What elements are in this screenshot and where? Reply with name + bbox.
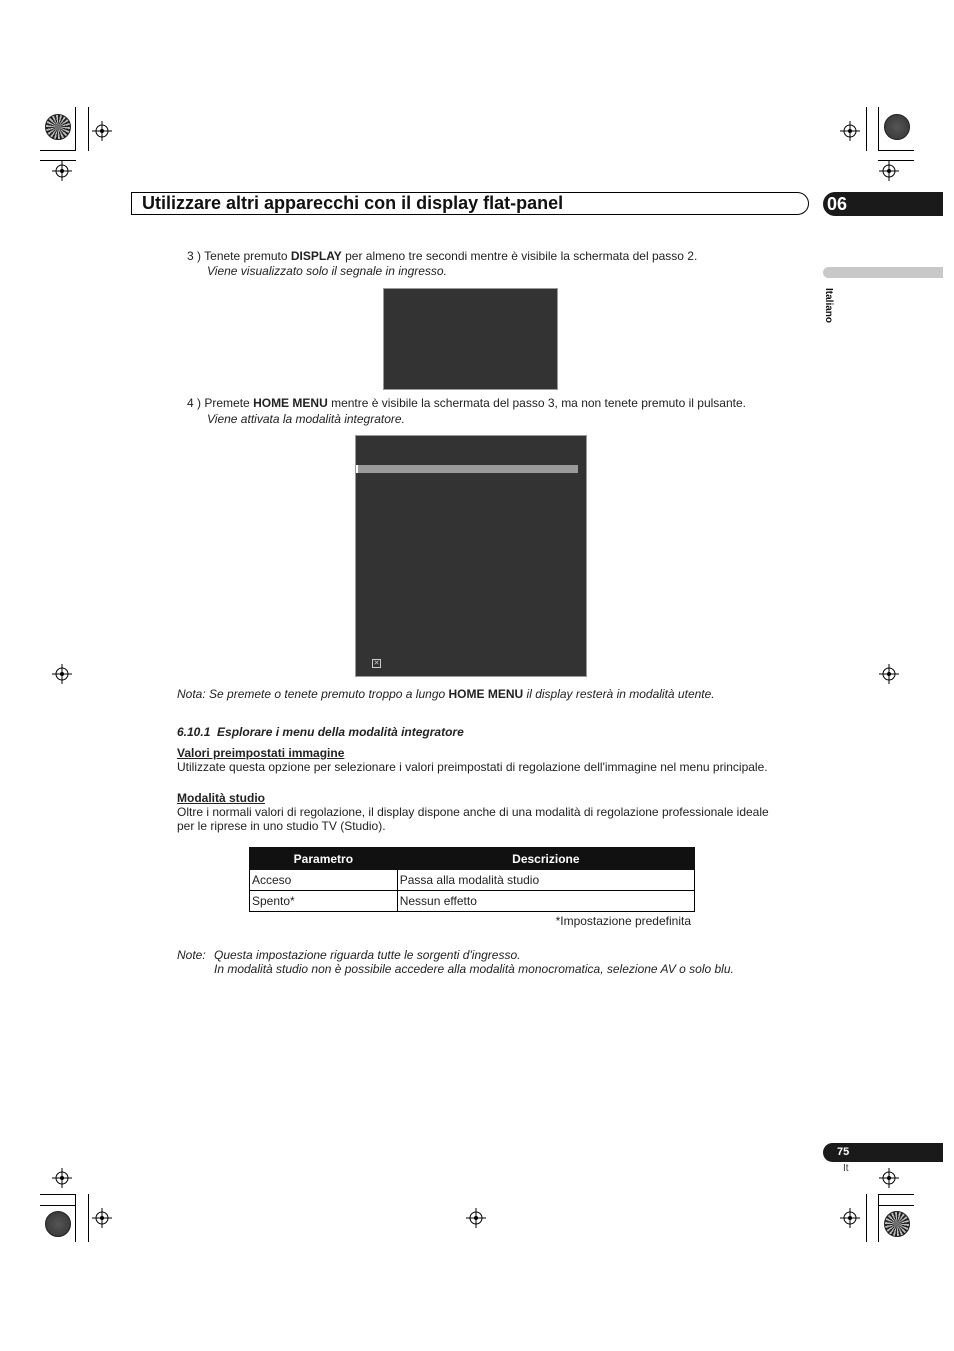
registration-crosshair-icon: [52, 664, 72, 684]
menu-highlight-bar: [357, 465, 578, 473]
key-name: HOME MENU: [253, 396, 328, 410]
table-cell: Acceso: [250, 870, 398, 891]
close-icon: ✕: [373, 660, 380, 667]
key-name: DISPLAY: [290, 249, 342, 263]
step-3-result: Viene visualizzato solo il segnale in ingresso.: [207, 264, 447, 278]
table-cell: Nessun effetto: [397, 891, 694, 912]
page-title: Utilizzare altri apparecchi con il display flat-panel: [142, 193, 564, 213]
step-text: per almeno tre secondi mentre è visibile la schermata del passo 2.: [345, 249, 698, 263]
section-heading: 6.10.1 Esplorare i menu della modalità integratore: [177, 725, 464, 739]
studio-mode-table: [249, 847, 695, 912]
chapter-number-tab: 06: [823, 192, 943, 216]
crop-mark: [866, 107, 867, 151]
step-3-instruction: [187, 249, 697, 264]
table-footnote: *Impostazione predefinita: [555, 914, 691, 928]
crop-mark: [88, 107, 89, 151]
crop-mark: [40, 1194, 76, 1195]
registration-crosshair-icon: [879, 664, 899, 684]
language-label: Italiano: [823, 288, 834, 324]
table-row: [250, 870, 695, 891]
table-row: [250, 891, 695, 912]
step-text: Tenete premuto: [204, 249, 288, 263]
page-number: 75: [823, 1143, 943, 1162]
registration-crosshair-icon: [52, 1168, 72, 1188]
registration-rosette-icon: [884, 1211, 910, 1237]
crop-mark: [878, 150, 914, 151]
crop-mark: [878, 107, 879, 151]
menu-cursor: [356, 465, 358, 473]
table-header: Descrizione: [397, 848, 694, 870]
step-4-instruction: [187, 396, 746, 411]
crop-mark: [75, 1194, 76, 1242]
registration-crosshair-icon: [466, 1208, 486, 1228]
subsection-body: Oltre i normali valori di regolazione, il display dispone anche di una modalità di regolazione professionale ideale: [177, 805, 769, 819]
step-text: Premete: [204, 396, 250, 410]
note-line: In modalità studio non è possibile accedere alla modalità monocromatica, selezione AV o solo blu.: [214, 962, 734, 976]
subsection-body: Utilizzate questa opzione per selezionare i valori preimpostati di regolazione dell'immagine nel menu principale.: [177, 760, 768, 774]
crop-mark: [40, 1205, 76, 1206]
screen-preview-input-signal: [383, 288, 558, 390]
table-header-row: [250, 848, 695, 870]
registration-crosshair-icon: [92, 121, 112, 141]
language-bar: [823, 267, 943, 278]
registration-rosette-icon: [45, 1211, 71, 1237]
registration-crosshair-icon: [840, 1208, 860, 1228]
registration-crosshair-icon: [840, 121, 860, 141]
registration-crosshair-icon: [52, 161, 72, 181]
note-label: Note:: [177, 948, 206, 962]
registration-rosette-icon: [45, 114, 71, 140]
crop-mark: [878, 1194, 879, 1242]
crop-mark: [75, 107, 76, 151]
table-header: Parametro: [250, 848, 398, 870]
note-text: Nota: Se premete o tenete premuto troppo a lungo: [177, 687, 446, 701]
step-4-result: Viene attivata la modalità integratore.: [207, 412, 405, 426]
subsection-title: Valori preimpostati immagine: [177, 746, 345, 760]
registration-crosshair-icon: [879, 1168, 899, 1188]
subsection-title: Modalità studio: [177, 791, 265, 805]
table-cell: Spento*: [250, 891, 398, 912]
registration-crosshair-icon: [92, 1208, 112, 1228]
crop-mark: [866, 1194, 867, 1242]
note-line: Questa impostazione riguarda tutte le sorgenti d'ingresso.: [214, 948, 521, 962]
crop-mark: [40, 150, 76, 151]
crop-mark: [878, 1205, 914, 1206]
registration-crosshair-icon: [879, 161, 899, 181]
key-name: HOME MENU: [448, 687, 524, 701]
registration-rosette-icon: [884, 114, 910, 140]
note-text: il display resterà in modalità utente.: [526, 687, 715, 701]
subsection-body: per le riprese in uno studio TV (Studio).: [177, 819, 386, 833]
note-home-menu: [177, 687, 715, 702]
crop-mark: [878, 1194, 914, 1195]
table-cell: Passa alla modalità studio: [397, 870, 694, 891]
step-number: 4 ): [187, 396, 202, 410]
language-code: It: [843, 1163, 849, 1174]
crop-mark: [88, 1194, 89, 1242]
step-text: mentre è visibile la schermata del passo 3, ma non tenete premuto il pulsante.: [331, 396, 746, 410]
step-number: 3 ): [187, 249, 202, 263]
